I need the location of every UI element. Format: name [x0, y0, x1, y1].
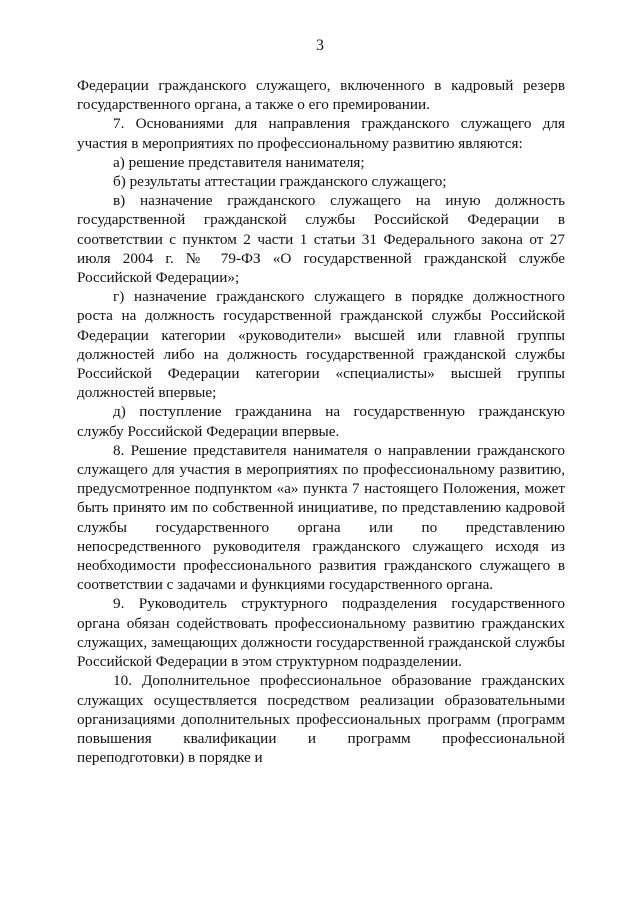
paragraph-7-v: в) назначение гражданского служащего на иную должность государственной гражданской службы Российской Федерации в соответствии с пунктом 2 части 1 статьи 31 Федерального закона от 27 июля 2004 г. № 79-ФЗ «О государственной гражданской службе Российской Федерации»; [77, 192, 565, 287]
document-body [77, 76, 565, 767]
paragraph-9: 9. Руководитель структурного подразделения государственного органа обязан содействовать профессиональному развитию гражданских служащих, замещающих должности государственной гражданской службы Российской Федерации в этом структурном подразделении. [77, 595, 565, 671]
paragraph-7-a: а) решение представителя нанимателя; [113, 153, 365, 171]
paragraph-7: 7. Основаниями для направления гражданского служащего для участия в мероприятиях по профессиональному развитию являются: [77, 115, 565, 152]
paragraph-7-d: д) поступление гражданина на государственную гражданскую службу Российской Федерации впервые. [77, 403, 565, 440]
paragraph-7-g: г) назначение гражданского служащего в порядке должностного роста на должность государственной гражданской службы Российской Федерации категории «руководители» высшей или главной группы должностей либо на должность государственной гражданской службы Российской Федерации категории «специалисты» высшей группы должностей впервые; [77, 288, 565, 402]
paragraph-10: 10. Дополнительное профессиональное образование гражданских служащих осуществляется посредством реализации образовательными организациями дополнительных профессиональных программ (программ повышения квалификации и программ профессиональной переподготовки) в порядке и [77, 672, 565, 767]
paragraph-continuation: Федерации гражданского служащего, включенного в кадровый резерв государственного органа, а также о его премировании. [77, 77, 565, 114]
paragraph-7-b: б) результаты аттестации гражданского служащего; [113, 173, 447, 191]
paragraph-8: 8. Решение представителя нанимателя о направлении гражданского служащего для участия в мероприятиях по профессиональному развитию, предусмотренное подпунктом «а» пункта 7 настоящего Положения, может быть принято им по собственной инициативе, по представлению кадровой службы государственного органа или по представлению непосредственного руководителя гражданского служащего исходя из необходимости профессионального развития гражданского служащего в соответствии с задачами и функциями государственного органа. [77, 441, 565, 594]
page-number: 3 [316, 37, 324, 54]
